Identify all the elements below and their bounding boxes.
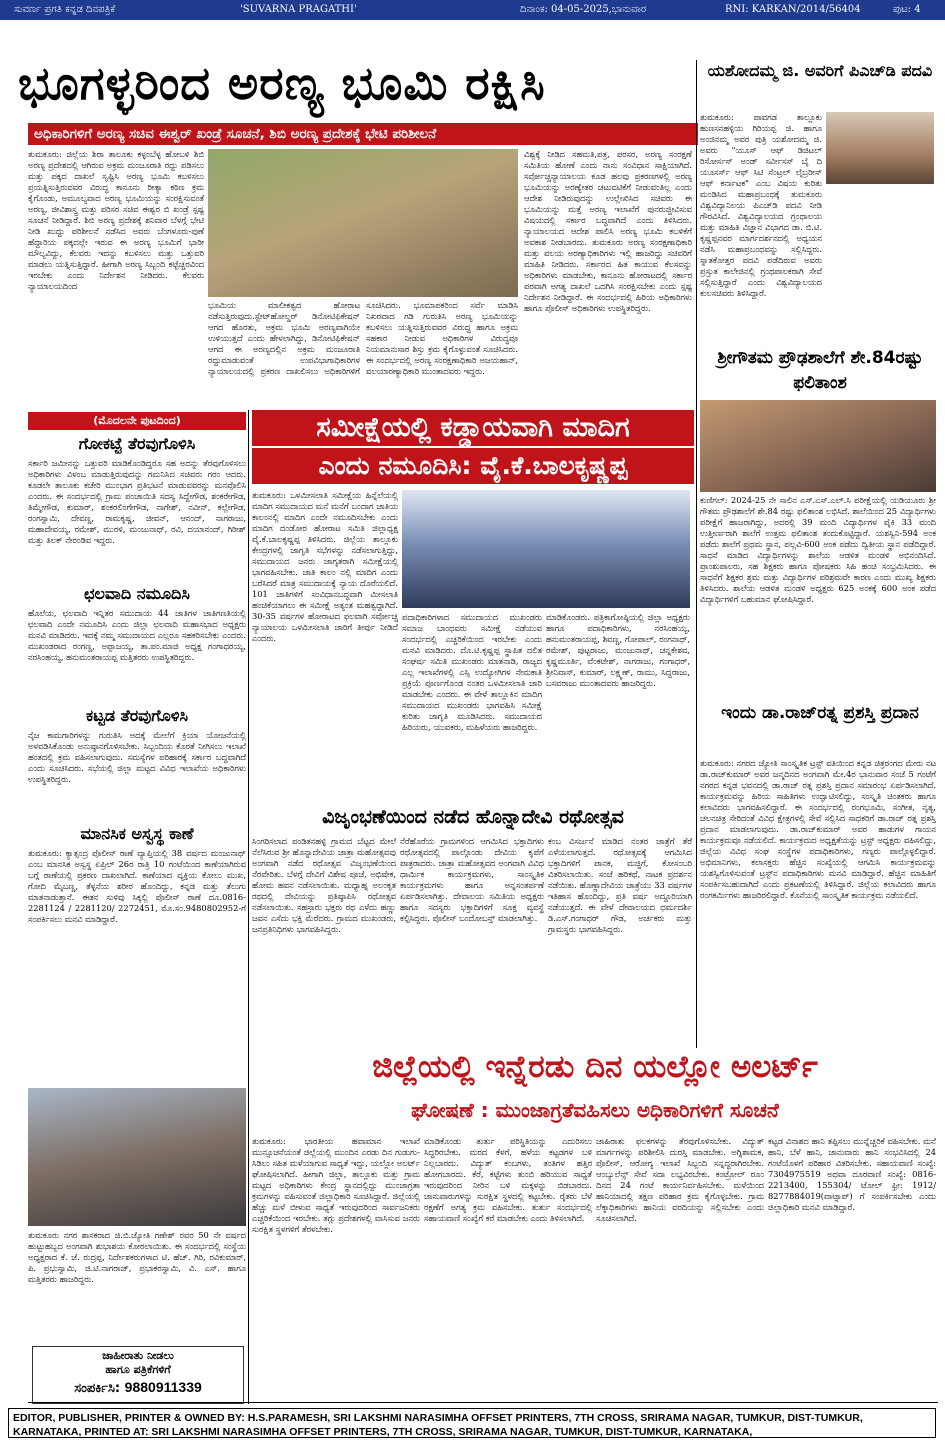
yellow-alert-col4: ಕಟ್ಟಡ ವಿನಾಶದ ಹಾನಿ ತಪ್ಪಿಸಲು ಮುನ್ನೆಚ್ಚರಿಕೆ ವಹಿಸಬೇಕು. ಮನೆ ಹಾನಿ, ಬೆಳೆ ಹಾನಿ, ಜಾನುವಾರು ಹಾನಿ ಸಂಭವಿಸಿದಲ್ಲಿ 24 ಗಂಟೆಯೊಳಗೆ ಪರಿಹಾರ ವಿತರಿಸಬೇಕು. ಸಹಾಯವಾಣಿ ಸಂಖ್ಯೆ: 7304975519 ಅಥವಾ ದೂರವಾಣಿ ಸಂಖ್ಯೆ: 0816-2213400, 155304/ ಟೋಲ್ ಫ್ರೀ: 1912/ 8277884019(ವಾಟ್ಸಾಪ್) ಗೆ ಸಂಪರ್ಕಿಸಬೇಕು ಎಂದು ಜಿಲ್ಲಾಧಿಕಾರಿ ಮನವಿ ಮಾಡಿದ್ದಾರೆ. (768, 1136, 936, 1212)
yellow-alert-col2: ಮಾಡಿಕೊಂಡು ತುರ್ತು ಪರಿಸ್ಥಿತಿಯನ್ನು ಎದುರಿಸಲು ಸಿದ್ಧರಿರಬೇಕು. ಮರದ ಕೆಳಗೆ, ಹಳೆಯ ಕಟ್ಟಡಗಳ ಬಳಿ ನಿಲ್ಲಬಾರದು. ವಿದ್ಯುತ್ ಕಂಬಗಳು, ತಂತಿಗಳ ಹತ್ತಿರ ಹೋಗಬಾರದು. ಕೆರೆ, ಕಟ್ಟೆಗಳು ತುಂಬಿ ಹರಿಯುವ ಸಾಧ್ಯತೆ ಇರುವುದರಿಂದ ನೀರಿನ ಬಳಿ ಮಕ್ಕಳನ್ನು ಬಿಡಬಾರದು. ಜಾನುವಾರುಗಳನ್ನು ಸುರಕ್ಷಿತ ಸ್ಥಳದಲ್ಲಿ ಕಟ್ಟಬೇಕು. ರೈತರು ಬೆಳೆ ರಕ್ಷಣೆಗೆ ಅಗತ್ಯ ಕ್ರಮ ವಹಿಸಬೇಕು. ತುರ್ತು ಸಂದರ್ಭದಲ್ಲಿ ಸಹಾಯವಾಣಿ ಸಂಖ್ಯೆಗೆ ಕರೆ ಮಾಡಬೇಕು ಎಂದು ತಿಳಿಸಲಾಗಿದೆ. (424, 1136, 592, 1223)
masthead-title: 'SUVARNA PRAGATHI' (240, 4, 357, 15)
ad-line-2: ಹಾಗೂ ಪತ್ರಿಕೆಗಳಿಗೆ (105, 1363, 171, 1376)
gokatte-headline: ಗೋಕಟ್ಟೆ ತೆರವುಗೊಳಿಸಿ (78, 434, 196, 453)
madiga-headline-2: ಎಂದು ನಮೂದಿಸಿ: ವೈ.ಕೆ.ಬಾಲಕೃಷ್ಣಪ್ಪ (252, 448, 694, 484)
masthead-bar (0, 0, 945, 20)
missing-person-headline: ಮಾನಸಿಕ ಅಸ್ವಸ್ಥ ಕಾಣೆ (80, 824, 194, 843)
column-rule (248, 410, 249, 1404)
madiga-article-col2: ಪದಾಧಿಕಾರಿಗಳಾದ ಸಮುದಾಯದ ಮುಖಂಡರು ಸಮಾಜ ಬಾಂಧವರು ಸಮೀಕ್ಷೆ ನಡೆಯುವ ಸಂದರ್ಭದಲ್ಲಿ ಎಚ್ಚರಿಕೆಯಿಂದ ಇರಬೇಕು ಎಂದು ಮನವಿ ಮಾಡಿದರು. ದೊ.ಟಿ.ಕೃಷ್ಣಪ್ಪ ಸ್ಥಾಪಿತ ದಲಿತ ಸಂಘರ್ಷ ಸಮಿತಿ ಮುಖಂಡರು ಮಾತನಾಡಿ, ರಾಜ್ಯದ ಎಲ್ಲ ಇಲಾಖೆಗಳಲ್ಲಿ ಎಸ್ಸಿ ಉದ್ಯೋಗಿಗಳ ನೇಮಕಾತಿ ಪ್ರಕ್ರಿಯೆ ಪೂರ್ಣಗೊಂಡ ನಂತರ ಒಳಮೀಸಲಾತಿ ಜಾರಿ ಮಾಡಬೇಕು ಎಂದರು. ಈ ವೇಳೆ ತಾಲ್ಲೂಕಿನ ಮಾದಿಗ ಸಮುದಾಯದ ಮುಖಂಡರು ಭಾಗವಹಿಸಿ ಸಮೀಕ್ಷೆ ಕುರಿತು ಜಾಗೃತಿ ಮೂಡಿಸಿದರು. ಸಮುದಾಯದ ಹಿರಿಯರು, ಯುವಕರು, ಮಹಿಳೆಯರು ಹಾಜರಿದ್ದರು. (402, 612, 542, 732)
gokatte-article: ಸರ್ಕಾರಿ ಜಮೀನನ್ನು ಒತ್ತುವರಿ ಮಾಡಿಕೊಂಡಿದ್ದರೂ ಸಹ ಅದನ್ನು ತೆರವುಗೊಳಿಸಲು ಅಧಿಕಾರಿಗಳು ವಿಳಂಬ ಮಾಡುತ್ತಿರುವುದನ್ನು ಗಮನಿಸಿದ ಸಚಿವರು ಗರಂ ಆದರು. ಕೂಡಲೇ ತಾಲೂಕು ಕಚೇರಿ ಮುಂಭಾಗ ಪ್ರತಿಭಟನೆ ಮಾಡುವವರನ್ನು ಮನವೊಲಿಸಿ ಎಂದರು. ಈ ಸಂದರ್ಭದಲ್ಲಿ ಗ್ರಾಮ ಪಂಚಾಯಿತಿ ಸದಸ್ಯ ಸಿದ್ದೇಗೌಡ, ಶಂಕರೇಗೌಡ, ತಿಮ್ಮೇಗೌಡ, ಕುಮಾರ್, ಶಂಕರಲಿಂಗೇಗೌಡ, ನಾಗೇಶ್, ನವೀನ್, ಕಲ್ಲೇಗೌಡ, ರಂಗಸ್ವಾಮಿ, ದೇವಣ್ಣ, ರಾಮಕೃಷ್ಣ, ಜೀವನ್, ಆನಂದ್, ನಾಗರಾಜು, ಮಹಾದೇವಯ್ಯ, ರಮೇಶ್, ಮುರಳಿ, ಮಂಜುನಾಥ್, ರವಿ, ದಯಾನಂದ್, ಗಿರೀಶ್ ಮತ್ತು ತಿಲಕ್ ನೇರಂಡಿವ ಇದ್ದರು. (28, 458, 246, 545)
footer-rule (28, 1402, 938, 1403)
phd-headline: ಯಶೋದಮ್ಮ ಜಿ. ಅವರಿಗೆ ಪಿಎಚ್‌ಡಿ ಪದವಿ (707, 61, 933, 80)
yellow-alert-col1: ತುಮಕೂರು: ಭಾರತೀಯ ಹವಾಮಾನ ಇಲಾಖೆ ಮುನ್ಸೂಚನೆಯಂತೆ ಜಿಲ್ಲೆಯಲ್ಲಿ ಮುಂದಿನ ಎರಡು ದಿನ ಗುಡುಗು-ಸಿಡಿಲು ಸಹಿತ ಮಳೆಯಾಗುವ ಸಾಧ್ಯತೆ ಇದ್ದು, ಯಲ್ಲೋ ಅಲರ್ಟ್ ಘೋಷಿಸಲಾಗಿದೆ. ಹೀಗಾಗಿ ಜಿಲ್ಲಾ, ತಾಲ್ಲೂಕು ಮತ್ತು ಗ್ರಾಮ ಮಟ್ಟದ ಅಧಿಕಾರಿಗಳು ಕೇಂದ್ರ ಸ್ಥಾನದಲ್ಲಿದ್ದು ಮುಂಜಾಗ್ರತಾ ಕ್ರಮಗಳನ್ನು ವಹಿಸುವಂತೆ ಜಿಲ್ಲಾಧಿಕಾರಿ ಸೂಚಿಸಿದ್ದಾರೆ. ಜಿಲ್ಲೆಯಲ್ಲಿ ಹೆಚ್ಚು ಮಳೆ ಬೀಳುವ ಸಾಧ್ಯತೆ ಇರುವುದರಿಂದ ಸಾರ್ವಜನಿಕರು ಎಚ್ಚರಿಕೆಯಿಂದ ಇರಬೇಕು. ತಗ್ಗು ಪ್ರದೇಶಗಳಲ್ಲಿ ವಾಸಿಸುವ ಜನರು ಸುರಕ್ಷಿತ ಸ್ಥಳಗಳಿಗೆ ತೆರಳಬೇಕು. (252, 1136, 420, 1234)
school-headline: ಶ್ರೀಗೌತಮ ಪ್ರೌಢಶಾಲೆಗೆ ಶೇ.84ರಷ್ಟು ಫಲಿತಾಂಶ (717, 348, 923, 393)
masthead-page: ಪುಟ: 4 (893, 4, 921, 15)
phd-article: ತುಮಕೂರು: ಪಾವಗಡ ತಾಲ್ಲೂಕು ಹುಣಸನಹಳ್ಳಿಯ ಗಿರಿಯಪ್ಪ ಜಿ. ಹಾಗೂ ಅಂಜಿನಮ್ಮ ಅವರ ಪುತ್ರಿ ಯಶೋದಮ್ಮ ಜಿ. ಅವರು "ಯೂಸ್ ಆಫ್ ಡಿಜಿಟಲ್ ರಿಸೋರ್ಸಸ್ ಅಂಡ್ ಸರ್ವೀಸಸ್ ಬೈ ದಿ ಯೂಸರ್ಸ್ ಆಫ್ ಸಿಟಿ ಸೆಂಟ್ರಲ್ ಲೈಬ್ರರೀಸ್ ಆಫ್ ಕರ್ನಾಟಕ" ಎಂಬ ವಿಷಯ ಕುರಿತು ಮಂಡಿಸಿದ ಮಹಾಪ್ರಬಂಧಕ್ಕೆ ತುಮಕೂರು ವಿಶ್ವವಿದ್ಯಾನಿಲಯ ಪಿಎಚ್‌ಡಿ ಪದವಿ ನೀಡಿ ಗೌರವಿಸಿದೆ. ವಿಶ್ವವಿದ್ಯಾಲಯದ ಗ್ರಂಥಾಲಯ ಮತ್ತು ಮಾಹಿತಿ ವಿಜ್ಞಾನ ವಿಭಾಗದ ಡಾ. ಬಿ.ಟಿ. ಕೃಷ್ಣಪ್ಪನವರ ಮಾರ್ಗದರ್ಶನದಲ್ಲಿ ಅಧ್ಯಯನ ನಡೆಸಿ ಮಹಾಪ್ರಬಂಧವನ್ನು ಸಲ್ಲಿಸಿದ್ದರು. ಸ್ನಾತಕೋತ್ತರ ಪದವಿ ಪಡೆದಿರುವ ಅವರು ಪ್ರಸ್ತುತ ಕಾಲೇಜಿನಲ್ಲಿ ಗ್ರಂಥಪಾಲಕರಾಗಿ ಸೇವೆ ಸಲ್ಲಿಸುತ್ತಿದ್ದಾರೆ ಎಂದು ವಿಶ್ವವಿದ್ಯಾಲಯದ ಕುಲಸಚಿವರು ತಿಳಿಸಿದ್ದಾರೆ. (700, 112, 822, 298)
lead-subhead: ಅಧಿಕಾರಿಗಳಿಗೆ ಅರಣ್ಯ ಸಚಿವ ಈಶ್ವರ್ ಖಂಡ್ರೆ ಸೂಚನೆ, ಶಿಬಿ ಅರಣ್ಯ ಪ್ರದೇಶಕ್ಕೆ ಭೇಟಿ ಪರಿಶೀಲನೆ (28, 123, 698, 145)
ratha-headline: ವಿಜೃಂಭಣೆಯಿಂದ ನಡೆದ ಹೊನ್ನಾದೇವಿ ರಥೋತ್ಸವ (322, 808, 624, 828)
yellow-alert-headline-1: ಜಿಲ್ಲೆಯಲ್ಲಿ ಇನ್ನೆರಡು ದಿನ ಯಲ್ಲೋ ಅಲರ್ಟ್ (372, 1052, 818, 1085)
column-rule (696, 60, 697, 1048)
chalavadi-headline: ಛಲವಾದಿ ನಮೂದಿಸಿ (84, 584, 190, 603)
masthead-date: ದಿನಾಂಕ: 04-05-2025,ಭಾನುವಾರ (520, 4, 647, 15)
madiga-photo (402, 490, 690, 608)
school-photo (700, 400, 936, 492)
missing-person-article: ತುಮಕೂರು: ಕ್ಯಾತ್ಸಂದ್ರ ಪೊಲೀಸ್ ಠಾಣೆ ವ್ಯಾಪ್ತಿಯಲ್ಲಿ 38 ವರ್ಷದ ಮಂಜುನಾಥ್ ಎಂಬ ಮಾನಸಿಕ ಅಸ್ವಸ್ಥ ಏಪ್ರಿಲ್ 26ರ ರಾತ್ರಿ 10 ಗಂಟೆಯಿಂದ ಕಾಣೆಯಾಗಿರುವ ಬಗ್ಗೆ ಠಾಣೆಯಲ್ಲಿ ಪ್ರಕರಣ ದಾಖಲಾಗಿದೆ. ಕಾಣೆಯಾದ ವ್ಯಕ್ತಿಯ ಕೋಲು ಮುಖ, ಗೋದಿ ಮೈಬಣ್ಣ, ತೆಳ್ಳನೆಯ ಶರೀರ ಹೊಂದಿದ್ದು, ಕನ್ನಡ ಮತ್ತು ತೆಲುಗು ಮಾತನಾಡುತ್ತಾನೆ. ಈತನ ಸುಳಿವು ಸಿಕ್ಕಲ್ಲಿ ಪೊಲೀಸ್ ಠಾಣೆ ದೂ.0816-2281124 / 2281120/ 2272451, ಮೊ.ಸಂ.9480802952-ಗೆ ಸಂಪರ್ಕಿಸಲು ಮನವಿ ಮಾಡಿದ್ದಾರೆ. (28, 848, 246, 924)
yellow-alert-headline-2: ಘೋಷಣೆ : ಮುಂಜಾಗ್ರತೆವಹಿಸಲು ಅಧಿಕಾರಿಗಳಿಗೆ ಸೂಚನೆ (411, 1100, 779, 1122)
lead-article-col2: ಭೂಮಿಯ ಮಾಲೀಕತ್ವದ ಹೋರಾಟ ನಡೆಸುತ್ತಿರುವುದು.ಸ್ಟೇಟ್‌ಹೋಲ್ಡರ್ ಡಿನೋಟಿಫಿಕೇಷನ್ ಆಗದ ಹೊರತು, ಅಕ್ರಮ ಭೂಮಿ ಅರಣ್ಯವಾಗಿಯೇ ಉಳಿಯುತ್ತದೆ ಎಂದು ಹೇಳಲಾಗಿದ್ದು, ಡಿನೋಟಿಫಿಕೇಷನ್ ಆಗದ ಈ ಅರಣ್ಯದಲ್ಲಿನ ಅಕ್ರಮ ಮಂಜೂರಾತಿ ರದ್ದುಮಾಡುವಂತೆ ಉಪವಿಭಾಗಾಧಿಕಾರಿಗಳ ನ್ಯಾಯಾಲಯದಲ್ಲಿ ಪ್ರಕರಣ ದಾಖಲಿಸಲು ಅಧಿಕಾರಿಗಳಿಗೆ ಸೂಚಿಸಿದರು. ಭೂಮಾಪಕರಿಂದ ಸರ್ವೆ ಮಾಡಿಸಿ ನಿಖರವಾದ ಗಡಿ ಗುರುತಿಸಿ ಅರಣ್ಯ ಭೂಮಿಯನ್ನು ಕಬಳಿಸಲು ಯತ್ನಿಸುತ್ತಿರುವವರ ವಿರುದ್ಧ ಹಾಗೂ ಅಕ್ರಮ ಸಹಕಾರ ನೀಡುವ ಅಧಿಕಾರಿಗಳ ವಿರುದ್ಧವೂ ನಿಯಮಾನುಸಾರ ಶಿಸ್ತು ಕ್ರಮ ಕೈಗೊಳ್ಳುವಂತೆ ಸೂಚಿಸಿದರು. ಈ ಸಂದರ್ಭದಲ್ಲಿ ಅರಣ್ಯ ಸಂರಕ್ಷಣಾಧಿಕಾರಿ ಅಜಯಹಾನ್, ವಲಯಾರಣ್ಯಾಧಿಕಾರಿ ಮುಂತಾದವರು ಇದ್ದರು. (208, 300, 518, 376)
ad-phone-number: 9880911339 (124, 1379, 202, 1395)
phd-portrait (826, 112, 934, 184)
rajaratna-article: ತುಮಕೂರು: ನಗರದ ಜ್ಯೋತಿ ಸಾಂಸ್ಕೃತಿಕ ಟ್ರಸ್ಟ್ ವತಿಯಿಂದ ಕನ್ನಡ ಚಿತ್ರರಂಗದ ಮೇರು ನಟ ಡಾ.ರಾಜ್‌ಕುಮಾರ್ ಅವರ ಜನ್ಮದಿನದ ಅಂಗವಾಗಿ ಮೇ.4ರ ಭಾನುವಾರ ಸಂಜೆ 5 ಗಂಟೆಗೆ ನಗರದ ಕನ್ನಡ ಭವನದಲ್ಲಿ ಡಾ.ರಾಜ್ ರತ್ನ ಪ್ರಶಸ್ತಿ ಪ್ರದಾನ ಸಮಾರಂಭ ಏರ್ಪಡಿಸಲಾಗಿದೆ. ಕಾರ್ಯಕ್ರಮವನ್ನು ಹಿರಿಯ ಸಾಹಿತಿಗಳು ಉದ್ಘಾಟಿಸಲಿದ್ದು, ಸಂಸ್ಕೃತಿ ಚಿಂತಕರು ಹಾಗೂ ಕಲಾವಿದರು ಭಾಗವಹಿಸಲಿದ್ದಾರೆ. ಈ ಸಂದರ್ಭದಲ್ಲಿ ರಂಗಭೂಮಿ, ಸಂಗೀತ, ನೃತ್ಯ, ಚಲನಚಿತ್ರ ಸೇರಿದಂತೆ ವಿವಿಧ ಕ್ಷೇತ್ರಗಳಲ್ಲಿ ಸೇವೆ ಸಲ್ಲಿಸಿದ ಸಾಧಕರಿಗೆ ಡಾ.ರಾಜ್ ರತ್ನ ಪ್ರಶಸ್ತಿ ಪ್ರದಾನ ಮಾಡಲಾಗುವುದು. ಡಾ.ರಾಜ್‌ಕುಮಾರ್ ಅವರ ಹಾಡುಗಳ ಗಾಯನ ಕಾರ್ಯಕ್ರಮವೂ ನಡೆಯಲಿದೆ. ಕಾರ್ಯಕ್ರಮದ ಅಧ್ಯಕ್ಷತೆಯನ್ನು ಟ್ರಸ್ಟ್ ಅಧ್ಯಕ್ಷರು ವಹಿಸಲಿದ್ದು, ಜಿಲ್ಲೆಯ ವಿವಿಧ ಸಂಘ ಸಂಸ್ಥೆಗಳ ಪದಾಧಿಕಾರಿಗಳು, ಗಣ್ಯರು ಪಾಲ್ಗೊಳ್ಳಲಿದ್ದಾರೆ. ಅಭಿಮಾನಿಗಳು, ಕಲಾಸಕ್ತರು ಹೆಚ್ಚಿನ ಸಂಖ್ಯೆಯಲ್ಲಿ ಆಗಮಿಸಿ ಕಾರ್ಯಕ್ರಮವನ್ನು ಯಶಸ್ವಿಗೊಳಿಸುವಂತೆ ಟ್ರಸ್ಟ್‌ನ ಪದಾಧಿಕಾರಿಗಳು ಮನವಿ ಮಾಡಿದ್ದಾರೆ. ಹೆಚ್ಚಿನ ಮಾಹಿತಿಗೆ ಸಂಪರ್ಕಿಸಬಹುದಾಗಿದೆ ಎಂದು ಪ್ರಕಟಣೆಯಲ್ಲಿ ತಿಳಿಸಿದ್ದಾರೆ. ಜಿಲ್ಲೆಯ ಕಲಾವಿದರು ಹಾಗೂ ರಂಗಕರ್ಮಿಗಳು ಹಾಜರಿರಲಿದ್ದಾರೆ. ಕೊನೆಯಲ್ಲಿ ಸಾಂಸ್ಕೃತಿಕ ಕಾರ್ಯಕ್ರಮ ನಡೆಯಲಿದೆ. (700, 758, 936, 900)
ad-line-1: ಜಾಹೀರಾತು ನೀಡಲು (102, 1349, 174, 1362)
madiga-article-col3: ಮಾಡಿಕೊಂಡರು. ಪತ್ರಿಕಾಗೋಷ್ಠಿಯಲ್ಲಿ ಜಿಲ್ಲಾ ಅಧ್ಯಕ್ಷರು ಹಾಗೂ ಪದಾಧಿಕಾರಿಗಳು, ನರಸಿಂಹಯ್ಯ, ಹನುಮಂತರಾಯಪ್ಪ, ಶಿವಣ್ಣ, ಗೋಪಾಲ್, ರಂಗನಾಥ್, ರಮೇಶ್, ಪುಟ್ಟರಾಜು, ಮಂಜುನಾಥ್, ಚನ್ನಕೇಶವ, ಕೃಷ್ಣಮೂರ್ತಿ, ವೆಂಕಟೇಶ್, ನಾಗರಾಜು, ಗಂಗಾಧರ್, ಶ್ರೀನಿವಾಸ್, ಕುಮಾರ್, ಲಕ್ಷ್ಮಣ್, ರಾಮು, ಸಿದ್ದರಾಜು, ಬಸವರಾಜು ಮುಂತಾದವರು ಹಾಜರಿದ್ದರು. (546, 612, 690, 688)
continued-label: (ಮೊದಲನೇ ಪುಟದಿಂದ) (28, 412, 246, 430)
imprint-footer (8, 1408, 936, 1438)
madiga-article-col1: ತುಮಕೂರು: ಒಳಮೀಸಲಾತಿ ಸಮೀಕ್ಷೆಯ ಹಿನ್ನೆಲೆಯಲ್ಲಿ ಮಾದಿಗ ಸಮುದಾಯದ ಮನೆ ಮನೆಗೆ ಬಂದಾಗ ಜಾತಿಯ ಕಾಲಂನಲ್ಲಿ ಮಾದಿಗ ಎಂದೇ ನಮೂದಿಸಬೇಕು ಎಂದು ಮಾದಿಗ ದಂಡೋರ ಹೋರಾಟ ಸಮಿತಿ ಜಿಲ್ಲಾಧ್ಯಕ್ಷ ವೈ.ಕೆ.ಬಾಲಕೃಷ್ಣಪ್ಪ ತಿಳಿಸಿದರು. ಜಿಲ್ಲೆಯ ತಾಲ್ಲೂಕು ಕೇಂದ್ರಗಳಲ್ಲಿ ಜಾಗೃತಿ ಸಭೆಗಳನ್ನು ನಡೆಸಲಾಗುತ್ತಿದ್ದು, ಸಮುದಾಯದ ಜನರು ಜಾಗೃತರಾಗಿ ಸಮೀಕ್ಷೆಯಲ್ಲಿ ಭಾಗವಹಿಸಬೇಕು. ಜಾತಿ ಕಾಲಂ ನಲ್ಲಿ ಮಾದಿಗ ಎಂದು ಬರೆಸಿದರೆ ಮಾತ್ರ ಸಮುದಾಯಕ್ಕೆ ನ್ಯಾಯ ದೊರೆಯಲಿದೆ. 101 ಜಾತಿಗಳಿಗೆ ಸಂವಿಧಾನಬದ್ಧವಾಗಿ ಮೀಸಲಾತಿ ಹಂಚಿಕೆಯಾಗಲು ಈ ಸಮೀಕ್ಷೆ ಅತ್ಯಂತ ಮಹತ್ವದ್ದಾಗಿದೆ. 30-35 ವರ್ಷಗಳ ಹೋರಾಟದ ಫಲವಾಗಿ ಸರ್ವೋಚ್ಚ ನ್ಯಾಯಾಲಯ ಒಳಮೀಸಲಾತಿ ಜಾರಿಗೆ ತೀರ್ಪು ನೀಡಿದೆ ಎಂದರು. (252, 490, 398, 643)
ratha-article-col1: ಸಿಂಗರಿಸಲಾದ ಪಂಡಿತನಹಳ್ಳಿ ಗ್ರಾಮದ ಬೆಟ್ಟದ ಮೇಲೆ ನೆಲೆಸಿರುವ ಶ್ರೀ ಹೊನ್ನಾದೇವಿಯ ಜಾತ್ರಾ ಮಹೋತ್ಸವವು ಅಂಗವಾಗಿ ನಡೆದ ರಥೋತ್ಸವ ವಿಜೃಂಭಣೆಯಿಂದ ನೆರವೇರಿತು. ಬೆಳಗ್ಗೆ ದೇವಿಗೆ ವಿಶೇಷ ಪೂಜೆ, ಅಭಿಷೇಕ, ಹೋಮ ಹವನ ನಡೆಸಲಾಯಿತು. ಮಧ್ಯಾಹ್ನ ಅಲಂಕೃತ ರಥದಲ್ಲಿ ದೇವಿಯನ್ನು ಪ್ರತಿಷ್ಠಾಪಿಸಿ ರಥೋತ್ಸವ ನಡೆಸಲಾಯಿತು. ಸಹಸ್ರಾರು ಭಕ್ತರು ರಥ ಎಳೆದು ಹಣ್ಣು ಜವನ ಎಸೆದು ಭಕ್ತಿ ಮೆರೆದರು. ಗ್ರಾಮದ ಮುಖಂಡರು, ಜನಪ್ರತಿನಿಧಿಗಳು ಭಾಗವಹಿಸಿದ್ದರು. (252, 836, 396, 934)
birthday-photo (28, 1088, 246, 1226)
advertisement-box (32, 1346, 244, 1404)
lead-article-col3: ವಿಶ್ವಕ್ಕೆ ನೀಡಿದ ಸಹಮತಿ,ಪತ್ರ, ಪರಸರ, ಅರಣ್ಯ ಸಂರಕ್ಷಣೆ ಸಮಿತಿಯ ಹೋಣೆ ಎಂದು ನಾನು ಸಂವಿಧಾನ ಸಾಕ್ಷಿಯಾಗಿದೆ. ಸರ್ವೋಚ್ಚನ್ಯಾಯಾಲಯ ಕೂಡ ಹಲವು ಪ್ರಕರಣಗಳಲ್ಲಿ ಅರಣ್ಯ ಭೂಮಿಯನ್ನು ಅರಣ್ಯೇತರ ಚಟುವಟಿಕೆಗೆ ನೀಡುವಂತಿಲ್ಲ ಎಂದು ಆದೇಶ ನೀಡಿರುವುದನ್ನು ಉಲ್ಲೇಖಿಸಿದ ಸಚಿವರು ಈ ಭೂಮಿಯನ್ನು ಮತ್ತೆ ಅರಣ್ಯ ಇಲಾಖೆಗೆ ಪುನರುಜ್ಜೀವಿಸುವ ವಿಷಯದಲ್ಲಿ ಸರ್ಕಾರ ಬದ್ಧವಾಗಿದೆ ಎಂದು ತಿಳಿಸಿದರು. ನ್ಯಾಯಾಲಯದ ಆದೇಶ ಪಾಲಿಸಿ ಅರಣ್ಯ ಭೂಮಿ ಕಬಳಿಕೆಗೆ ಅವಕಾಶ ನೀಡಬಾರದು. ತುಮಕೂರು ಅರಣ್ಯ ಸಂರಕ್ಷಣಾಧಿಕಾರಿ ಮತ್ತು ವಲಯ ಅರಣ್ಯಾಧಿಕಾರಿಗಳು ಇಲ್ಲಿ ಹಾಜರಿದ್ದು ಸಚಿವರಿಗೆ ಮಾಹಿತಿ ನೀಡಿದರು. ಸರ್ಕಾರದ ಹಿತ ಕಾಯುವ ಕೆಲಸವನ್ನು ಅಧಿಕಾರಿಗಳು ಮಾಡಬೇಕು, ಕಾನೂನು ಹೋರಾಟದಲ್ಲಿ ಸರ್ಕಾರ ಪರವಾಗಿ ಅಗತ್ಯ ದಾಖಲೆ ಒದಗಿಸಿ ಸಂರಕ್ಷಿಸಬೇಕು ಎಂದು ಸ್ಪಷ್ಟ ನಿರ್ದೇಶನ ನೀಡಿದ್ದಾರೆ. ಈ ಸಂದರ್ಭದಲ್ಲಿ ಹಿರಿಯ ಅಧಿಕಾರಿಗಳು ಹಾಗೂ ಪೊಲೀಸ್ ಅಧಿಕಾರಿಗಳು ಉಪಸ್ಥಿತರಿದ್ದರು. (524, 149, 692, 313)
imprint-line-2: KARNATAKA, PRINTED AT: SRI LAKSHMI NARASIMHA OFFSET PRINTERS, 7TH CROSS, SRIRAMA NAGAR, TUMKUR, DIST-TUMKUR, KARNATAKA, (13, 1426, 753, 1438)
ratha-article-col3: ಕಂಬ ವಿಸರ್ಜನೆ ಮಾಡಿದ ನಂತರ ಜಾತ್ರೆಗೆ ತೆರೆ ಎಳೆಯಲಾಗುತ್ತದೆ. ರಥೋತ್ಸವಕ್ಕೆ ಆಗಮಿಸಿದ ಭಕ್ತಾದಿಗಳಿಗೆ ಪಾನಕ, ಮಜ್ಜಿಗೆ, ಕೋಸಂಬರಿ ವಿತರಿಸಲಾಯಿತು. ಸಂಜೆ ಹರಿಕಥೆ, ನಾಟಕ ಪ್ರದರ್ಶನ ನಡೆಯಿತು. ಹೊಣ್ಣಾದೇವಿಯ ಜಾತ್ರೆಯು 33 ವರ್ಷಗಳ ಇತಿಹಾಸ ಹೊಂದಿದ್ದು, ಪ್ರತಿ ವರ್ಷ ಅದ್ದೂರಿಯಾಗಿ ನಡೆಯುತ್ತದೆ. ಈ ವೇಳೆ ದೇವಾಲಯದ ಧರ್ಮದರ್ಶಿ ಡಿ.ಎಸ್.ಗಂಗಾಧರ್ ಗೌಡ, ಅರ್ಚಕರು ಮತ್ತು ಗ್ರಾಮಸ್ಥರು ಭಾಗವಹಿಸಿದ್ದರು. (548, 836, 692, 934)
kattada-headline: ಕಟ್ಟಡ ತೆರವುಗೊಳಿಸಿ (86, 706, 188, 725)
chalavadi-article: ಹೊಲೆಯ, ಛಲವಾದಿ ಇನ್ನಿತರ ಸಮುದಾಯ 44 ಜಾತಿಗಳ ಜಾತಿಗಣತಿಯಲ್ಲಿ ಛಲವಾದಿ ಎಂದೇ ನಮೂದಿಸಿ ಎಂದು ಜಿಲ್ಲಾ ಛಲವಾದಿ ಮಹಾಸಭಾದ ಅಧ್ಯಕ್ಷರು ಮನವಿ ಮಾಡಿದರು. ಇದಕ್ಕೆ ನಮ್ಮ ಸಮುದಾಯದ ಎಲ್ಲರೂ ಸಹಕರಿಸಬೇಕು ಎಂದರು. ಮುಖಂಡರಾದ ರಂಗಣ್ಣ, ಅಪ್ಪಾಜಯ್ಯ, ತಾ.ಪಂ.ಮಾಜಿ ಅಧ್ಯಕ್ಷ ಗಂಗಾಧರಯ್ಯ, ನರಸಿಂಹಯ್ಯ, ಹನುಮಂತರಾಯಪ್ಪ ಮತ್ತಿತರರು ಉಪಸ್ಥಿತರಿದ್ದರು. (28, 608, 246, 662)
madiga-headline-1: ಸಮೀಕ್ಷೆಯಲ್ಲಿ ಕಡ್ಡಾಯವಾಗಿ ಮಾದಿಗ (252, 410, 694, 446)
ratha-article-col2: ನೆರೆಹೊರೆಯ ಗ್ರಾಮಗಳಿಂದ ಆಗಮಿಸಿದ ಭಕ್ತಾದಿಗಳು ರಥೋತ್ಸವದಲ್ಲಿ ಪಾಲ್ಗೊಂಡು ದೇವಿಯ ಕೃಪೆಗೆ ಪಾತ್ರರಾದರು. ಜಾತ್ರಾ ಮಹೋತ್ಸವದ ಅಂಗವಾಗಿ ವಿವಿಧ ಧಾರ್ಮಿಕ ಕಾರ್ಯಕ್ರಮಗಳು, ಸಾಂಸ್ಕೃತಿಕ ಕಾರ್ಯಕ್ರಮಗಳು ಹಾಗೂ ಅನ್ನಸಂತರ್ಪಣೆ ಏರ್ಪಡಿಸಲಾಗಿತ್ತು. ದೇವಾಲಯ ಸಮಿತಿಯ ಅಧ್ಯಕ್ಷರು ಹಾಗೂ ಸದಸ್ಯರು ಭಕ್ತಾದಿಗಳಿಗೆ ಸೂಕ್ತ ವ್ಯವಸ್ಥೆ ಕಲ್ಪಿಸಿದ್ದರು. ಪೊಲೀಸ್ ಬಂದೋಬಸ್ತ್ ಮಾಡಲಾಗಿತ್ತು. (400, 836, 544, 923)
yellow-alert-col3: ಜಾಹಿರಾತು ಫಲಕಗಳನ್ನು ತೆರವುಗೊಳಿಸಬೇಕು. ವಿದ್ಯುತ್ ಮಾರ್ಗಗಳನ್ನು ಪರಿಶೀಲಿಸಿ ದುರಸ್ತಿ ಮಾಡಬೇಕು. ಅಗ್ನಿಶಾಮಕ, ಪೊಲೀಸ್, ಆರೋಗ್ಯ ಇಲಾಖೆ ಸಿಬ್ಬಂದಿ ಸನ್ನದ್ಧರಾಗಿರಬೇಕು. ಆಂಬ್ಯುಲೆನ್ಸ್ ಸೇವೆ ಸದಾ ಲಭ್ಯವಿರಬೇಕು. ಕಂಟ್ರೋಲ್ ರೂಂ ದಿನದ 24 ಗಂಟೆ ಕಾರ್ಯನಿರ್ವಹಿಸಬೇಕು. ಮಳೆಯಿಂದ ಹಾನಿಯಾದಲ್ಲಿ ತಕ್ಷಣ ಪರಿಹಾರ ಕ್ರಮ ಕೈಗೊಳ್ಳಬೇಕು. ಗ್ರಾಮ ಲೆಕ್ಕಾಧಿಕಾರಿಗಳು ಹಾನಿಯ ವರದಿಯನ್ನು ಸಲ್ಲಿಸಬೇಕು ಎಂದು ಸೂಚಿಸಲಾಗಿದೆ. (596, 1136, 764, 1223)
school-article: ಕುಣಿಗಲ್: 2024-25 ನೇ ಸಾಲಿನ ಎಸ್.ಎಸ್.ಎಲ್.ಸಿ ಪರೀಕ್ಷೆಯಲ್ಲಿ ಯಡಿಯೂರು ಶ್ರೀ ಗೌತಮ ಪ್ರೌಢಶಾಲೆಗೆ ಶೇ.84 ರಷ್ಟು ಫಲಿತಾಂಶ ಲಭಿಸಿದೆ. ಶಾಲೆಯಿಂದ 25 ವಿದ್ಯಾರ್ಥಿಗಳು ಪರೀಕ್ಷೆಗೆ ಹಾಜರಾಗಿದ್ದು, ಅದರಲ್ಲಿ 39 ಮಂದಿ ವಿದ್ಯಾರ್ಥಿಗಳ ಪೈಕಿ 33 ಮಂದಿ ಉತ್ತೀರ್ಣರಾಗಿ ಶಾಲೆಗೆ ಉತ್ತಮ ಫಲಿತಾಂಶ ತಂದುಕೊಟ್ಟಿದ್ದಾರೆ. ಯಶಸ್ವಿನಿ-594 ಅಂಕ ಪಡೆದು ಶಾಲೆಗೆ ಪ್ರಥಮ ಸ್ಥಾನ, ಪಲ್ಲವಿ-600 ಅಂಕ ಪಡೆದು ದ್ವಿತೀಯ ಸ್ಥಾನ ಪಡೆದಿದ್ದಾರೆ. ಸಾಧನೆ ಮಾಡಿದ ವಿದ್ಯಾರ್ಥಿಗಳನ್ನು ಶಾಲೆಯ ಆಡಳಿತ ಮಂಡಳಿ ಅಭಿನಂದಿಸಿದೆ. ಪ್ರಾಂಶುಪಾಲರು, ಸಹ ಶಿಕ್ಷಕರು ಹಾಗೂ ಪೋಷಕರು ಸಿಹಿ ಹಂಚಿ ಸಂಭ್ರಮಿಸಿದರು. ಈ ಸಾಧನೆಗೆ ಶಿಕ್ಷಕರ ಶ್ರಮ ಮತ್ತು ವಿದ್ಯಾರ್ಥಿಗಳ ಪರಿಶ್ರಮವೇ ಕಾರಣ ಎಂದು ಮುಖ್ಯ ಶಿಕ್ಷಕರು ತಿಳಿಸಿದರು. ಶಾಲೆಯ ಆಡಳಿತ ಮಂಡಳಿ ಅಧ್ಯಕ್ಷರು 625 ಅಂಕಕ್ಕೆ 600 ಅಂಕ ಪಡೆದ ವಿದ್ಯಾರ್ಥಿಗಳಿಗೆ ಬಹುಮಾನ ಘೋಷಿಸಿದ್ದಾರೆ. (700, 495, 936, 604)
ad-contact-label: ಸಂಪರ್ಕಿಸಿ: (74, 1381, 121, 1396)
lead-headline: ಭೂಗಳ್ಳರಿಂದ ಅರಣ್ಯ ಭೂಮಿ ರಕ್ಷಿಸಿ (18, 60, 546, 110)
rajaratna-headline: ಇಂದು ಡಾ.ರಾಜ್‌ರತ್ನ ಪ್ರಶಸ್ತಿ ಪ್ರದಾನ (721, 703, 919, 723)
masthead-rni: RNI: KARKAN/2014/56404 (725, 4, 861, 15)
kattada-article: ನೈಜ ಕಾಮಗಾರಿಗಳನ್ನು ಗುರುತಿಸಿ ಅದಕ್ಕೆ ಮೇಲೆಗೆ ಕ್ರಿಯಾ ಯೋಜನೆಯಲ್ಲಿ ಅಳವಡಿಸಿಕೊಂಡು ಅನುಷ್ಠಾನಗೊಳಿಸಬೇಕು. ಸಿಬ್ಬಂದಿಯ ಕೊರತೆ ನೀಗಿಸಲು ಇಲಾಖೆ ಹಂತದಲ್ಲಿ ಕ್ರಮ ವಹಿಸಲಾಗುವುದು. ಸಮಸ್ಯೆಗಳ ಪರಿಹಾರಕ್ಕೆ ಸರ್ಕಾರ ಬದ್ಧವಾಗಿದೆ ಎಂದು ಸೂಚಿಸಿದರು. ಸಭೆಯಲ್ಲಿ ಜಿಲ್ಲಾ ಮಟ್ಟದ ವಿವಿಧ ಇಲಾಖೆಯ ಅಧಿಕಾರಿಗಳು ಉಪಸ್ಥಿತರಿದ್ದರು. (28, 730, 246, 784)
lead-article-col1: ತುಮಕೂರು: ಜಿಲ್ಲೆಯ ಶಿರಾ ತಾಲೂಕು ಕಳ್ಳಂಬೆಳ್ಳ ಹೋಬಳಿ ಶಿಬಿ ಅರಣ್ಯ ಪ್ರದೇಶದಲ್ಲಿ ಆಗಿರುವ ಅಕ್ರಮ ಮಂಜೂರಾತಿ ರದ್ದು ಪಡಿಸಲು ಮತ್ತು ಪಕ್ಕದ ದಾಖಲೆ ಸೃಷ್ಟಿಸಿ ಅರಣ್ಯ ಭೂಮಿ ಕಬಳಿಸಲು ಪ್ರಯತ್ನಿಸುತ್ತಿರುವವರ ವಿರುದ್ಧ ಕಾನೂನು ರೀತ್ಯಾ ಕಠಿಣ ಕ್ರಮ ಕೈಗೊಂಡು, ಅಮೂಲ್ಯವಾದ ಅರಣ್ಯ ಭೂಮಿಯನ್ನು ಸಂರಕ್ಷಿಸುವಂತೆ ಅರಣ್ಯ, ಜೀವಿಶಾಸ್ತ್ರ ಮತ್ತು ಪರಿಸರ ಸಚಿವ ಈಶ್ವರ ಬಿ ಖಂಡ್ರೆ ಸ್ಪಷ್ಟ ಸೂಚನೆ ನೀಡಿದ್ದಾರೆ. ಶಿಬಿ ಅರಣ್ಯ ಪ್ರದೇಶಕ್ಕೆ ಶನಿವಾರ ಬೆಳಗ್ಗೆ ಭೇಟಿ ನೀಡಿ ಖುದ್ದು ಪರಿಶೀಲನೆ ನಡೆಸಿದ ಅವರು ಬೆಂಗಳೂರು-ಪುಣೆ ಹೆದ್ದಾರಿಯ ಪಕ್ಕದಲ್ಲೇ ಇರುವ ಈ ಅರಣ್ಯ ಭೂಮಿಗೆ ಭಾರೀ ಮೌಲ್ಯವಿದ್ದು, ಕೆಲವರು ಇದನ್ನು ಕಬಳಿಸಲು ಮತ್ತು ಒತ್ತುವರಿ ಮಾಡಲು ಯತ್ನಿಸುತ್ತಿದ್ದಾರೆ. ಹೀಗಾಗಿ ಅರಣ್ಯ ಸಿಬ್ಬಂದಿ ಕಟ್ಟೆಚ್ಚರವಿಂದ ಇರಬೇಕು ಎಂದು ನಿರ್ದೇಶನ ನೀಡಿದರು. ಕೆಲವರು ನ್ಯಾಯಾಲಯದಿಂದ (28, 149, 204, 291)
imprint-line-1: EDITOR, PUBLISHER, PRINTER & OWNED BY: H.S.PARAMESH, SRI LAKSHMI NARASIMHA OFFSET PRINTERS, 7TH CROSS, SRIRAMA NAGAR, TUMKUR, DIST-TUMKUR, (13, 1412, 863, 1424)
masthead-paper-name: ಸುವರ್ಣ ಪ್ರಗತಿ ಕನ್ನಡ ದಿನಪತ್ರಿಕೆ (14, 4, 116, 15)
birthday-caption: ತುಮಕೂರು ನಗರ ಶಾಸಕರಾದ ಜಿ.ಬಿ.ಜ್ಯೋತಿ ಗಣೇಶ್ ರವರ 50 ನೇ ವರ್ಷದ ಹುಟ್ಟುಹಬ್ಬದ ಅಂಗವಾಗಿ ಶುಭಾಶಯ ಕೋರಲಾಯಿತು. ಈ ಸಂದರ್ಭದಲ್ಲಿ ಸಂಸ್ಥೆಯ ಅಧ್ಯಕ್ಷರಾದ ಕೆ. ಜೆ. ರುದ್ರಪ್ಪ, ನಿರ್ದೇಶಕರುಗಳಾದ ಟಿ. ಹೆಚ್. ಗಿರಿ, ರವಿಕುಮಾರ್, ಪಿ. ಪ್ರಭುಸ್ವಾಮಿ, ಜಿ.ಟಿ.ನಾಗರಾಜ್, ಪ್ರಭಾಕರಸ್ವಾಮಿ, ವಿ. ಎಸ್. ಹಾಗೂ ಮತ್ತಿತರರು ಹಾಜರಿದ್ದರು. (28, 1230, 246, 1284)
lead-photo (208, 149, 518, 297)
